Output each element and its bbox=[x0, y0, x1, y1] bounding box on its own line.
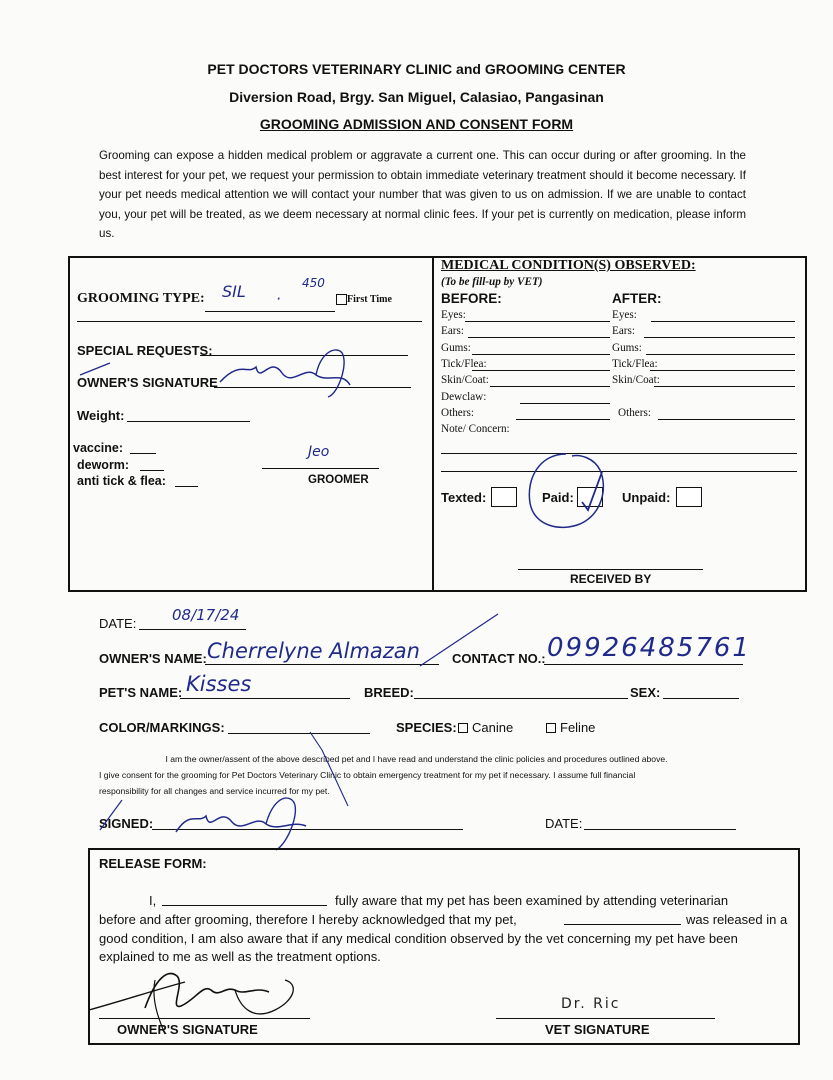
after-field-line[interactable] bbox=[646, 354, 795, 355]
pet-name-value[interactable]: Kisses bbox=[186, 672, 252, 696]
grooming-type-value[interactable]: SIL bbox=[222, 282, 246, 301]
special-requests-label: SPECIAL REQUESTS: bbox=[77, 343, 213, 358]
vet-signature-line bbox=[496, 1018, 715, 1019]
unpaid-checkbox[interactable] bbox=[676, 487, 702, 507]
received-by-line bbox=[518, 569, 703, 570]
owner-signature-label: OWNER'S SIGNATURE bbox=[117, 1022, 258, 1037]
before-field-line[interactable] bbox=[472, 354, 610, 355]
before-field-line[interactable] bbox=[465, 321, 610, 322]
medical-conditions-subtitle: (To be fill-up by VET) bbox=[441, 276, 543, 288]
signed-label: SIGNED: bbox=[99, 816, 154, 831]
consent-line-3: responsibility for all changes and service incurred for my pet. bbox=[99, 786, 330, 796]
consent-line-1: I am the owner/assent of the above described pet and I have read and understand the clinic policies and procedures outlined above. bbox=[165, 754, 668, 764]
before-field-label: Tick/Flea: bbox=[441, 357, 487, 370]
before-field-label: Skin/Coat: bbox=[441, 374, 489, 387]
first-time-label: First Time bbox=[347, 294, 392, 305]
canine-label: Canine bbox=[472, 720, 514, 735]
date-label: DATE: bbox=[99, 616, 137, 631]
release-name-line[interactable] bbox=[162, 905, 327, 906]
unpaid-text: Unpaid bbox=[622, 490, 667, 505]
contact-line bbox=[544, 664, 743, 665]
before-field-line[interactable] bbox=[472, 370, 610, 371]
first-time-checkbox[interactable] bbox=[336, 294, 347, 305]
anti-tick-line[interactable] bbox=[175, 486, 198, 487]
before-field-label: Others: bbox=[441, 406, 474, 419]
intro-paragraph: Grooming can expose a hidden medical problem or aggravate a current one. This can occur during or after grooming. In the best interest for your pet, we request your permission to obtain immediate veterinary treatment should it become necessary. If your pet needs medical attention we will contact your number that was given to us on admission. If we are unable to contact you, your pet will be treated, as we deem necessary at normal clinic fees. If your pet is currently on medication, please inform us. bbox=[99, 149, 746, 241]
texted-label: Texted: bbox=[441, 490, 487, 505]
pen-strokes bbox=[270, 600, 530, 810]
release-line-3: good condition, I am also aware that if any medical condition observed by the vet concerning my pet have been bbox=[99, 931, 738, 946]
date-line bbox=[139, 629, 246, 630]
before-field-label: Eyes: bbox=[441, 309, 466, 321]
box-divider bbox=[432, 257, 434, 590]
paid-circle-mark bbox=[520, 448, 620, 538]
deworm-label: deworm: bbox=[77, 458, 130, 472]
release-form-title: RELEASE FORM: bbox=[99, 856, 207, 871]
before-field-line[interactable] bbox=[520, 403, 610, 404]
before-field-label: Gums: bbox=[441, 341, 471, 354]
feline-option[interactable] bbox=[544, 720, 595, 735]
release-line-4: explained to me as well as the treatment options. bbox=[99, 949, 381, 964]
after-field-line[interactable] bbox=[651, 321, 795, 322]
grooming-type-line bbox=[205, 311, 335, 312]
after-field-line[interactable] bbox=[654, 386, 795, 387]
weight-label: Weight: bbox=[77, 408, 125, 423]
vet-signature-label: VET SIGNATURE bbox=[545, 1022, 650, 1037]
paid-text: Paid bbox=[542, 490, 570, 505]
feline-checkbox[interactable] bbox=[546, 723, 556, 733]
after-field-label: Others: bbox=[618, 407, 651, 419]
release-pet-line[interactable] bbox=[564, 924, 681, 925]
paid-label: Paid: bbox=[542, 490, 574, 505]
groomer-label: GROOMER bbox=[308, 474, 369, 486]
sex-line[interactable] bbox=[663, 698, 739, 699]
grooming-type-dot: · bbox=[276, 290, 281, 308]
grooming-type-line-2 bbox=[77, 321, 422, 322]
grooming-type-extra: 450 bbox=[302, 276, 325, 290]
grooming-type-label: GROOMING TYPE: bbox=[77, 291, 205, 306]
after-field-line[interactable] bbox=[644, 337, 795, 338]
release-text-a: fully aware that my pet has been examined by attending veterinarian bbox=[335, 893, 729, 908]
date-value[interactable]: 08/17/24 bbox=[172, 606, 240, 624]
texted-text: Texted bbox=[441, 490, 482, 505]
texted-checkbox[interactable] bbox=[491, 487, 517, 507]
consent-line-2: I give consent for the grooming for Pet Doctors Veterinary Clinic to obtain emergency treatment for my pet if necessary. I assume full financial bbox=[99, 770, 636, 780]
release-text-c: was released in a bbox=[686, 912, 788, 927]
before-label: BEFORE: bbox=[441, 291, 502, 306]
consent-date-line[interactable] bbox=[584, 829, 736, 830]
vaccine-label: vaccine: bbox=[73, 441, 124, 455]
after-field-label: Skin/Coat: bbox=[612, 374, 660, 387]
after-field-label: Eyes: bbox=[612, 309, 637, 321]
color-markings-label: COLOR/MARKINGS: bbox=[99, 720, 225, 735]
form-title: GROOMING ADMISSION AND CONSENT FORM bbox=[259, 116, 574, 132]
feline-label: Feline bbox=[560, 720, 596, 735]
pet-name-label: PET'S NAME: bbox=[99, 685, 183, 700]
after-field-label: Gums: bbox=[612, 341, 642, 354]
release-text-b: before and after grooming, therefore I hereby acknowledged that my pet, bbox=[99, 912, 517, 927]
owner-signature-line bbox=[99, 1018, 310, 1019]
anti-tick-label: anti tick & flea: bbox=[77, 474, 166, 488]
owner-name-label: OWNER'S NAME: bbox=[99, 651, 207, 666]
contact-label: CONTACT NO.: bbox=[452, 651, 546, 666]
before-field-label: Ears: bbox=[441, 325, 464, 338]
before-field-line[interactable] bbox=[516, 419, 610, 420]
unpaid-label: Unpaid: bbox=[622, 490, 671, 505]
consent-date-label: DATE: bbox=[545, 816, 583, 831]
release-i-label: I, bbox=[149, 893, 157, 908]
before-field-label: Dewclaw: bbox=[441, 390, 487, 403]
before-field-line[interactable] bbox=[468, 337, 610, 338]
after-field-line[interactable] bbox=[658, 419, 795, 420]
deworm-line[interactable] bbox=[140, 470, 164, 471]
owner-name-value[interactable]: Cherrelyne Almazan bbox=[207, 639, 420, 663]
groomer-value: Jeo bbox=[308, 444, 330, 460]
owner-signature-label-top: OWNER'S SIGNATURE bbox=[77, 375, 218, 390]
sex-label: SEX: bbox=[630, 685, 661, 700]
medical-conditions-title: MEDICAL CONDITION(S) OBSERVED: bbox=[441, 258, 696, 273]
after-field-line[interactable] bbox=[650, 370, 795, 371]
weight-line[interactable] bbox=[127, 421, 250, 422]
received-by-label: RECEIVED BY bbox=[570, 572, 652, 586]
species-label: SPECIES: bbox=[396, 720, 457, 735]
owner-signature-top bbox=[70, 345, 360, 405]
breed-label: BREED: bbox=[364, 685, 414, 700]
after-field-label: Ears: bbox=[612, 325, 635, 338]
vet-name: Dr. Ric bbox=[561, 996, 621, 1012]
vaccine-line[interactable] bbox=[130, 453, 156, 454]
before-field-label: Note/ Concern: bbox=[441, 423, 510, 436]
clinic-name: PET DOCTORS VETERINARY CLINIC and GROOMING CENTER bbox=[207, 61, 626, 77]
after-field-label: Tick/Flea: bbox=[612, 357, 658, 370]
contact-value[interactable]: 09926485761 bbox=[547, 633, 751, 663]
before-field-line[interactable] bbox=[490, 386, 610, 387]
groomer-line bbox=[262, 468, 379, 469]
after-label: AFTER: bbox=[612, 291, 662, 306]
clinic-address: Diversion Road, Brgy. San Miguel, Calasiao, Pangasinan bbox=[229, 89, 604, 105]
